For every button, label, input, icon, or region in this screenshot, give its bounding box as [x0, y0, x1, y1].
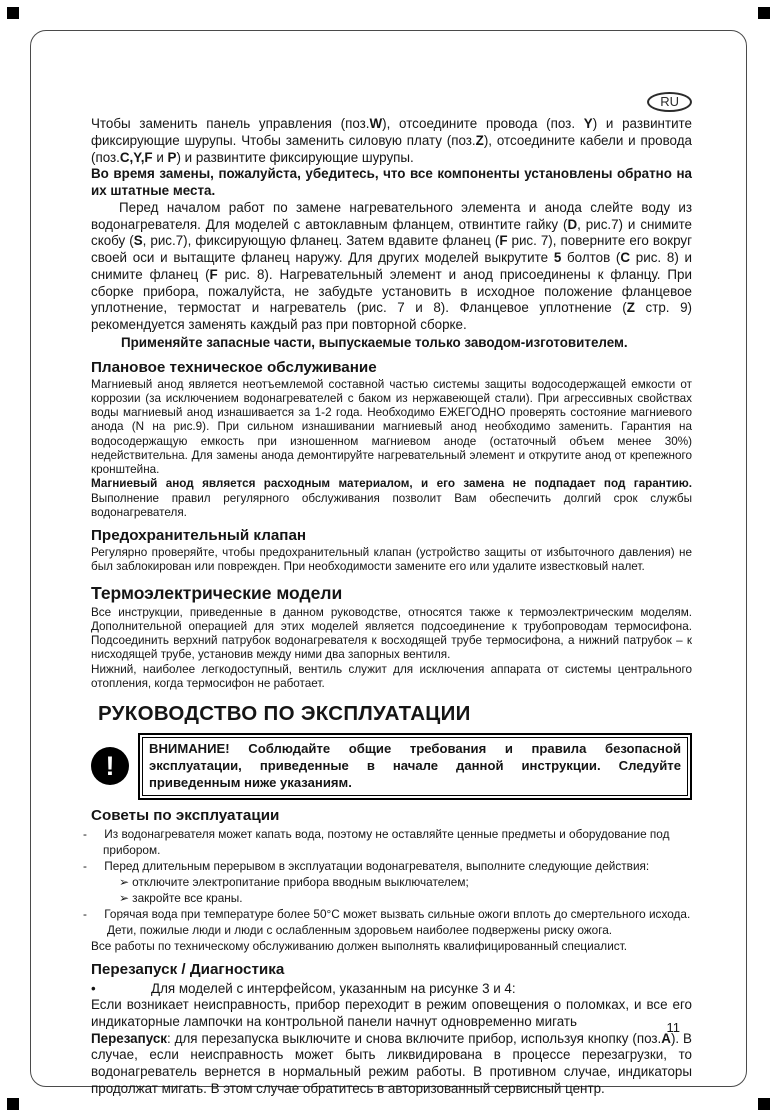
bullet-marker: - — [83, 858, 87, 873]
bullet-marker: • — [91, 980, 96, 996]
crop-mark-bottom-right — [758, 1098, 770, 1110]
exclamation-icon — [91, 747, 129, 785]
bullet-marker: - — [83, 826, 87, 841]
title-operation-manual: РУКОВОДСТВО ПО ЭКСПЛУАТАЦИИ — [98, 702, 471, 726]
paragraph-safety-valve: Регулярно проверяйте, чтобы предохранительный клапан (устройство защиты от избыточного давления) не был заблокирован или поврежден. При необходимости замените его или удалите известковый налет. — [91, 546, 692, 574]
arrow-bullet-marker: ➢ — [119, 890, 129, 905]
advice-item-long-break: - Перед длительным перерывом в эксплуатации водонагревателя, выполните следующие действия: — [83, 858, 650, 873]
paragraph-fault-mode: Если возникает неисправность, прибор переходит в режим оповещения о поломках, и все его индикаторные лампочки на контрольной панели начнут одновременно мигать — [91, 997, 692, 1029]
heading-safety-valve: Предохранительный клапан — [91, 527, 307, 545]
paragraph-restart-procedure: Перезапуск: для перезапуска выключите и снова включите прибор, используя кнопку (поз.А). В случае, если неисправность может быть ликвидирована в процессе перезагрузки, то водонагреватель вернется в нормальный режим работы. В противном случае, индикаторы продолжат мигать. В этом случае обратитесь в авторизованный сервисный центр. — [91, 1030, 692, 1096]
paragraph-flange-replacement: Перед началом работ по замене нагревательного элемента и анода слейте воду из водонагревателя. Для моделей с автоклавным фланцем, отвинтите гайку (D, рис.7) и снимите скобу (S, рис.7), фиксирующую фланец. Затем вдавите фланец (F рис. 7), поверните его вокруг своей оси и вытащите фланец наружу. Для других моделей выкрутите 5 болтов (С рис. 8) и снимите фланец (F рис. 8). Нагревательный элемент и анод присоединены к фланцу. При сборке прибора, пожалуйста, не забудьте установить в исходное положение фланцевое уплотнение, термостат и нагреватель (рис. 7 и 8). Фланцевое уплотнение (Z стр. 9) рекомендуется заменять каждый раз при повторной сборке. — [91, 199, 693, 332]
bullet-marker: - — [83, 906, 87, 921]
paragraph-lower-valve: Нижний, наиболее легкодоступный, вентиль служит для исключения аппарата от системы центрального отопления, когда термосифон не работает. — [91, 662, 692, 691]
warning-block — [91, 733, 692, 799]
language-row — [91, 92, 692, 112]
crop-mark-top-left — [7, 7, 19, 19]
note-components-in-place: Во время замены, пожалуйста, убедитесь, что все компоненты установлены обратно на их штатные места. — [91, 166, 692, 198]
crop-mark-bottom-left — [7, 1098, 19, 1110]
paragraph-thermosiphon: Все инструкции, приведенные в данном руководстве, относятся также к термоэлектрическим моделям. Дополнительной операцией для этих моделей является подсоединение к трубопроводам термосифона. Подсоединить верхний патрубок водонагревателя к восходящей трубе термосифона, а нижний патрубок – к нисходящей трубе, установив между ними два запорных вентиля. — [91, 605, 692, 662]
exclamation-glyph: ! — [105, 750, 115, 781]
language-badge: RU — [647, 92, 692, 112]
restart-bullet-line — [91, 980, 692, 997]
heading-scheduled-maintenance: Плановое техническое обслуживание — [91, 358, 377, 376]
arrow-bullet-marker: ➢ — [119, 874, 129, 889]
note-spare-parts: Применяйте запасные части, выпускаемые только заводом-изготовителем. — [121, 334, 628, 350]
warning-box — [138, 733, 692, 799]
heading-operation-advice: Советы по эксплуатации — [91, 806, 280, 824]
advice-subitem-power-off: ➢ отключите электропитание прибора вводным выключателем; — [119, 874, 469, 889]
warning-text: ВНИМАНИЕ! Соблюдайте общие требования и правила безопасной эксплуатации, приведенные в начале данной инструкции. Следуйте приведенным ниже указаниям. — [142, 737, 688, 795]
paragraph-magnesium-anode: Магниевый анод является неотъемлемой составной частью системы защиты водосодержащей емкости от коррозии (за исключением водонагревателей с баком из нержавеющей стали). При агрессивных свойствах воды магниевый анод изнашивается за 1-2 года. Необходимо ЕЖЕГОДНО проверять состояние магниевого анода (N на рис.9). При сильном изнашивании магниевый анод необходимо заменить. Гарантия на водосодержащую емкость при изношенном магниевом аноде (остаточный объем менее 30%) недействительна. Для замены анода демонтируйте нагревательный элемент и открутите анод от крепежного кронштейна. — [91, 377, 692, 477]
advice-item-dripping: - Из водонагревателя может капать вода, поэтому не оставляйте ценные предметы и оборудование под прибором. — [83, 826, 670, 857]
advice-subitem-close-taps: ➢ закройте все краны. — [119, 890, 243, 905]
paragraph-anode-warranty: Магниевый анод является расходным материалом, и его замена не подпадает под гарантию. Выполнение правил регулярного обслуживания позволит Вам обеспечить долгий срок службы водонагревателя. — [91, 477, 692, 519]
advice-item-hot-water: - Горячая вода при температуре более 50°С может вызвать сильные ожоги вплоть до смертельного исхода. — [83, 906, 691, 921]
restart-bullet-text: Для моделей с интерфейсом, указанным на рисунке 3 и 4: — [151, 980, 516, 996]
advice-item-qualified-specialist: Все работы по техническому обслуживанию должен выполнять квалифицированный специалист. — [91, 938, 628, 953]
page-number: 11 — [666, 1020, 680, 1035]
page-content — [83, 92, 693, 1098]
crop-mark-top-right — [758, 7, 770, 19]
paragraph-replace-panel: Чтобы заменить панель управления (поз.W), отсоедините провода (поз. Y) и развинтите фиксирующие шурупы. Чтобы заменить силовую плату (поз.Z), отсоедините кабели и провода (поз.C,Y,F и P) и развинтите фиксирующие шурупы. — [91, 116, 692, 165]
heading-restart-diagnostics: Перезапуск / Диагностика — [91, 960, 285, 978]
heading-thermoelectric-models: Термоэлектрические модели — [91, 582, 343, 603]
advice-item-burn-risk: Дети, пожилые люди и люди с ослабленным здоровьем наиболее подвержены риску ожога. — [107, 922, 613, 937]
